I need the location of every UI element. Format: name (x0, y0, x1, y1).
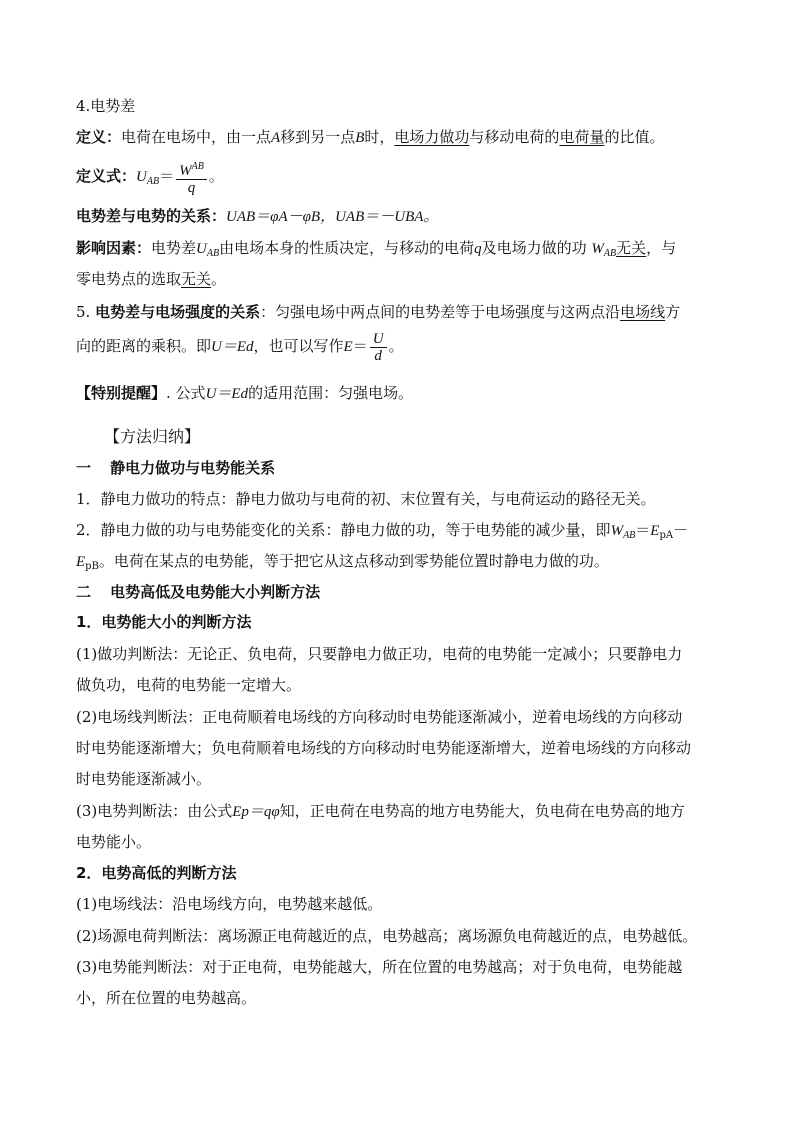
potential-method-2: (2)场源电荷判断法：离场源正电荷越近的点，电势越高；离场源负电荷越近的点，电势越低。 (76, 927, 698, 945)
method-fieldline-line-3: 时电势能逐渐减小。 (76, 770, 212, 788)
section-5-line-1: 5. 电势差与电场强度的关系：匀强电场中两点间的电势差等于电场强度与这两点沿电场线方 (76, 303, 681, 321)
influence-line-2: 零电势点的选取无关。 (76, 270, 227, 288)
method-heading-1: 一 静电力做功与电势能关系 (76, 459, 276, 477)
potential-method-3-line-2: 小，所在位置的电势越高。 (76, 989, 257, 1007)
potential-method-3-line-1: (3)电势能判断法：对于正电荷，电势能越大，所在位置的电势越高；对于负电荷，电势能越 (76, 958, 683, 976)
special-tip: 【特别提醒】. 公式U＝Ed的适用范围：匀强电场。 (76, 384, 414, 402)
method-work-line-2: 做负功，电荷的电势能一定增大。 (76, 676, 302, 694)
formula-fraction: $\frac{W^{AB}}{q}$ (176, 159, 207, 196)
method-point-1: 1．静电力做功的特点：静电力做功与电荷的初、末位置有关，与电荷运动的路径无关。 (76, 490, 656, 508)
method-fieldline-line-1: (2)电场线判断法：正电荷顺着电场线的方向移动时电势能逐渐减小，逆着电场线的方向移动 (76, 708, 683, 726)
method-potential-line-2: 电势能小。 (76, 833, 152, 851)
method-potential-line-1: (3)电势判断法：由公式Ep＝qφ知，正电荷在电势高的地方电势能大，负电荷在电势高的地方 (76, 802, 685, 820)
method-heading: 【方法归纳】 (104, 427, 201, 446)
method-point-2-line-1: 2．静电力做的功与电势能变化的关系：静电力做的功，等于电势能的减少量，即$W_{AB}=E_{pA}-$ (76, 521, 689, 541)
section-5-line-2: 向的距离的乘积。即U＝Ed，也可以写作E＝ $\frac{U}{d}$ 。 (76, 330, 404, 364)
influence-line-1: 影响因素：电势差$U_{AB}$由电场本身的性质决定，与移动的电荷q及电场力做的功 $W_{AB}$无关，与 (76, 239, 677, 259)
method-heading-2: 二 电势高低及电势能大小判断方法 (76, 583, 321, 601)
definition-formula: 定义式：$U_{AB}=$ $\frac{W^{AB}}{q}$ 。 (76, 160, 224, 196)
method-fieldline-line-2: 时电势能逐渐增大；负电荷顺着电场线的方向移动时电势能逐渐增大，逆着电场线的方向移动 (76, 739, 692, 757)
field-fraction: $\frac{U}{d}$ (370, 331, 387, 364)
definition-line: 定义：电荷在电场中，由一点A移到另一点B时，电场力做功与移动电荷的电荷量的比值。 (76, 128, 665, 146)
potential-method-1: (1)电场线法：沿电场线方向，电势越来越低。 (76, 895, 383, 913)
subheading-energy: 1．电势能大小的判断方法 (76, 613, 252, 631)
subheading-potential: 2．电势高低的判断方法 (76, 864, 237, 882)
method-point-2-line-2: $E_{pB}$。电荷在某点的电势能，等于把它从这点移动到零势能位置时静电力做的功。 (76, 552, 609, 572)
method-work-line-1: (1)做功判断法：无论正、负电荷，只要静电力做正功，电荷的电势能一定减小；只要静电力 (76, 645, 683, 663)
potential-relation-line: 电势差与电势的关系：UAB＝φA－φB，UAB＝－UBA。 (76, 207, 439, 225)
section-4-title: 4.电势差 (76, 97, 136, 115)
